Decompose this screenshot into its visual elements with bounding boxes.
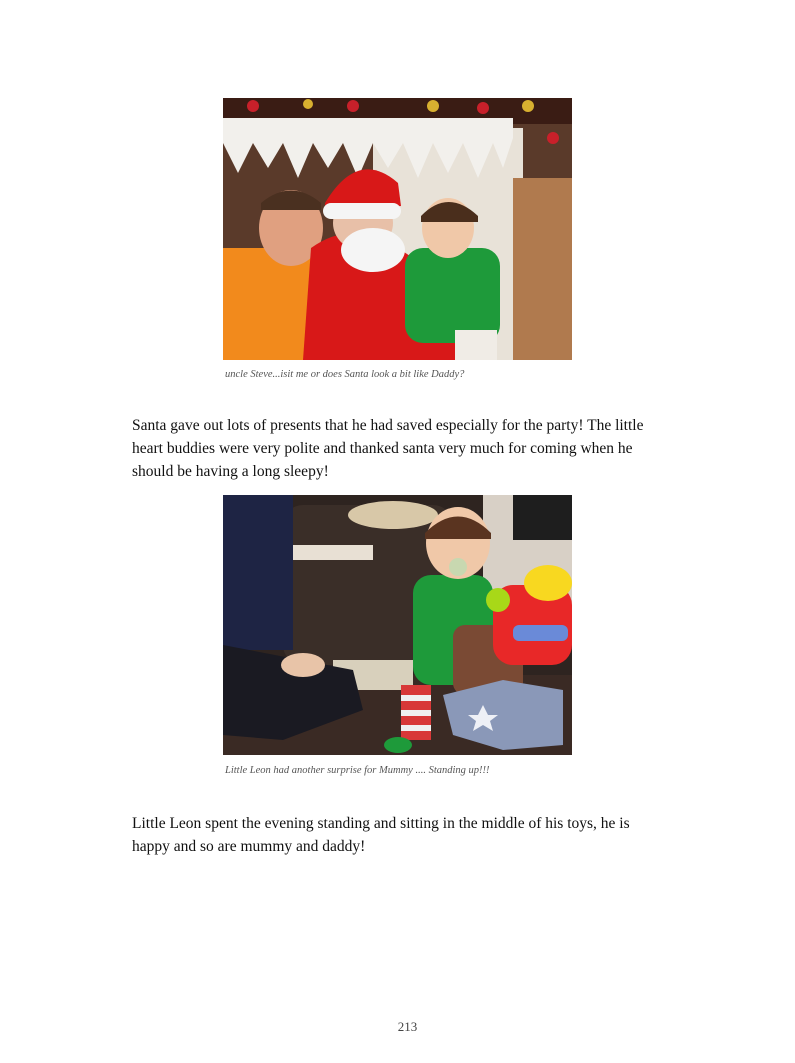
photo-santa-visit-image [223, 98, 572, 360]
photo-caption: uncle Steve...isit me or does Santa look a bit like Daddy? [225, 369, 465, 380]
photo-leon-standing-image [223, 495, 572, 755]
photo-leon-standing [223, 495, 572, 755]
body-paragraph: Little Leon spent the evening standing and sitting in the middle of his toys, he is happy and so are mummy and daddy! [132, 815, 630, 855]
photo-caption: Little Leon had another surprise for Mummy .... Standing up!!! [225, 765, 490, 776]
body-paragraph: Santa gave out lots of presents that he had saved especially for the party! The little heart buddies were very polite and thanked santa very much for coming when he should be having a long sleepy! [132, 417, 644, 480]
page-number: 213 [397, 1019, 418, 1034]
photo-santa-visit [223, 98, 572, 360]
